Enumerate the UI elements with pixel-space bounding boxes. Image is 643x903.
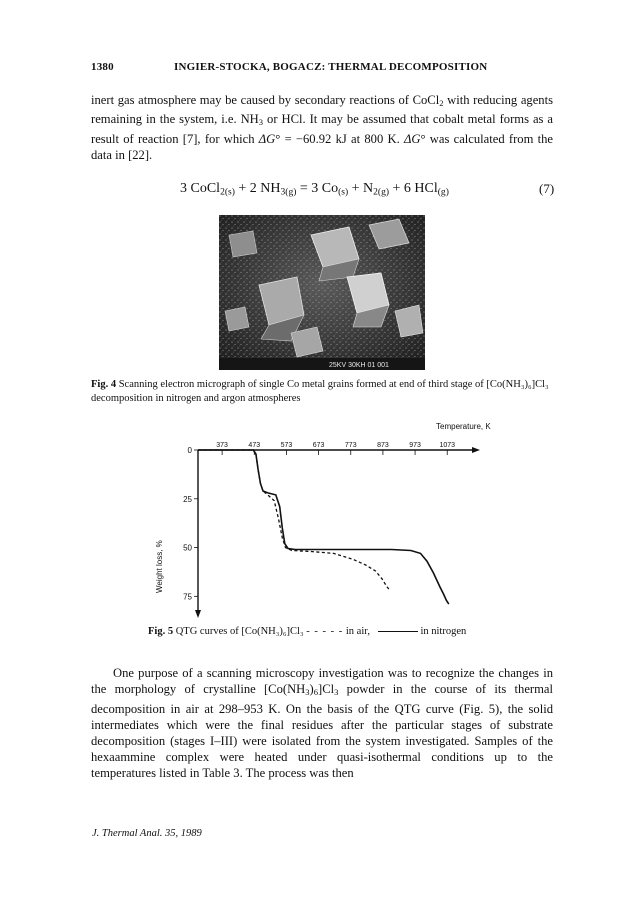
sem-micrograph	[219, 215, 425, 370]
y-tick-label: 75	[183, 592, 192, 602]
figure-4-caption-text: Scanning electron micrograph of single Co metal grains formed at end of third stage of [Co(NH₃)₆]Cl₃ decomposition in nitrogen and argon atmospheres	[91, 379, 549, 404]
y-axis-arrow	[195, 610, 201, 618]
x-tick-label: 1073	[439, 442, 456, 449]
figure-5-caption	[148, 625, 528, 639]
para1-text-c: or HCl. It may be assumed that cobalt metal forms as a result of reaction [7], for which	[91, 112, 553, 146]
para2-text-c: ]Cl	[318, 682, 335, 697]
para1-text-a: inert gas atmosphere may be caused by secondary reactions of CoCl	[91, 93, 440, 107]
running-title: INGIER-STOCKA, BOGACZ: THERMAL DECOMPOSITION	[174, 61, 488, 73]
figure-4-caption	[91, 378, 553, 405]
figure-5-label: Fig. 5	[148, 626, 174, 637]
crystal-grain	[229, 231, 257, 257]
crystal-grain	[225, 307, 249, 331]
x-tick-label: 473	[248, 442, 261, 449]
series-air-line	[198, 450, 390, 591]
x-axis-arrow	[472, 447, 480, 453]
y-tick-label: 0	[187, 446, 192, 455]
y-tick-label: 25	[183, 494, 192, 504]
air-legend-swatch: - - - - -	[306, 626, 344, 637]
y-axis-title: Weight loss, %	[155, 540, 164, 593]
y-tick-label: 50	[183, 543, 192, 553]
para2-text-a: One purpose of a scanning microscopy investigation was to recognize the changes in the morphology of crystalline [Co(NH	[91, 666, 553, 697]
x-tick-label: 773	[344, 442, 357, 449]
figure-4-label: Fig. 4	[91, 379, 117, 390]
para2-text-d: powder in the course of its thermal decomposition in air at 298–953 K. On the basis of the QTG curve (Fig. 5), the solid intermediates which were the final residues after the particular stages of substrate decomposition (stages I–III) were isolated from the system investigated. Samples of the hexaammine complex were heated under quasi-isothermal conditions up to the temperatures listed in Table 3. The process was then	[91, 682, 553, 781]
paragraph-2: One purpose of a scanning microscopy investigation was to recognize the changes in the morphology of crystalline $[Co(NH_3)_6]Cl_3$ powder in the course of its thermal decomposition in air at 298–953 K. On the basis of the QTG curve (Fig. 5), the solid intermediates which were the final residues after the particular stages of substrate decomposition (stages I–III) were isolated from the system investigated. Samples of the hexaammine complex were heated under quasi-isothermal conditions up to the temperatures listed in Table 3. The process was then	[91, 666, 553, 781]
figure-5-caption-text: QTG curves of [Co(NH₃)₆]Cl₃	[173, 626, 304, 637]
x-tick-label: 373	[216, 442, 228, 449]
sem-image	[219, 215, 425, 370]
para1-text-e: was calculated from the data in [22].	[91, 131, 553, 162]
x-tick-label: 573	[280, 442, 293, 449]
para1-text-b: with reducing agents remaining in the system, i.e. NH	[91, 93, 553, 127]
journal-footer: J. Thermal Anal. 35, 1989	[92, 828, 202, 839]
nitrogen-legend-swatch	[378, 631, 418, 632]
x-tick-label: 973	[409, 442, 421, 449]
equation-7: 3 CoCl$_{2(s)}$ + 2 $NH_{3(g)} = 3$ $Co_{(s)} + N_{2(g)} + 6$ HCl$_{(g)}$	[180, 181, 449, 198]
qtg-chart	[140, 418, 510, 624]
page-number: 1380	[91, 61, 114, 73]
paragraph-1: inert gas atmosphere may be caused by secondary reactions of CoCl$_2$ with reducing agents remaining in the system, i.e. $NH_3$ or HCl. It may be assumed that cobalt metal forms as a result of reaction [7], for which ΔG° = −60.92 kJ at 800 K. ΔG° was calculated from the data in [22].	[91, 93, 553, 162]
series-nitrogen-line	[198, 450, 449, 604]
para1-text-d: = −60.92 kJ at 800 K.	[280, 131, 404, 146]
top-axis-title: Temperature, K	[436, 422, 491, 431]
sem-scale-label: 25KV 30KH 01 001	[329, 362, 389, 369]
legend-nitrogen: in nitrogen	[420, 626, 467, 637]
para2-text-b: )	[309, 682, 314, 697]
x-tick-label: 673	[312, 442, 325, 449]
legend-air: in air,	[345, 626, 370, 637]
equation-number: (7)	[539, 181, 555, 196]
x-tick-label: 873	[377, 442, 389, 449]
